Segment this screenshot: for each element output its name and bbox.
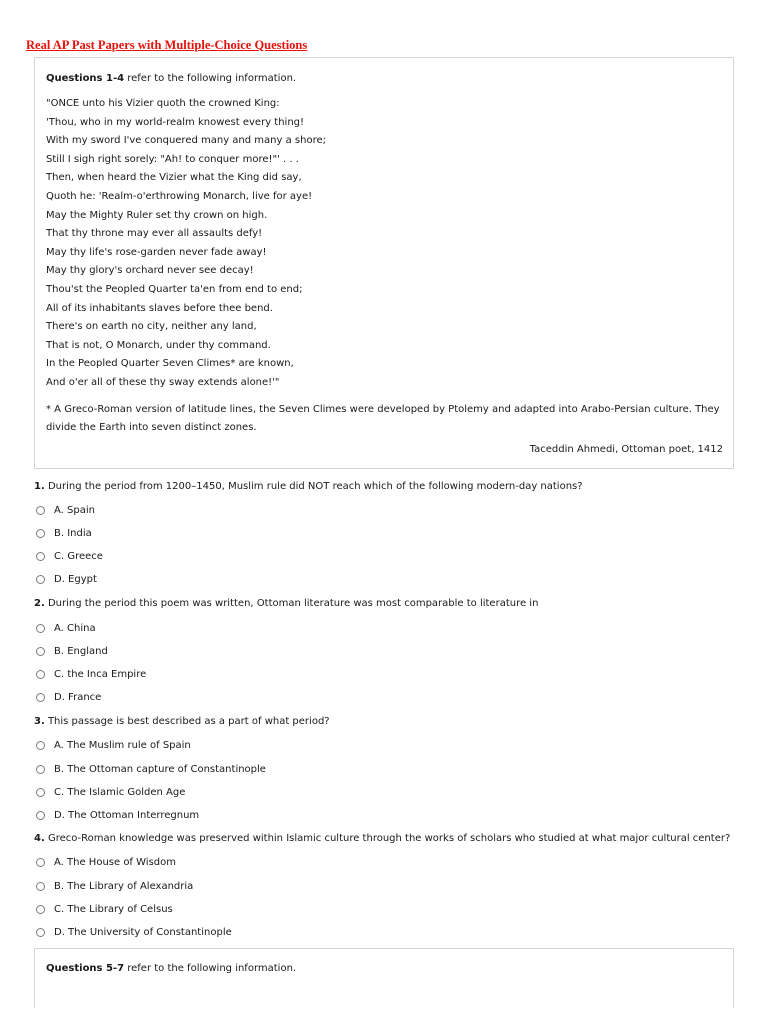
radio-button[interactable] xyxy=(36,858,45,867)
question-number: 1. xyxy=(34,481,45,492)
question-1 xyxy=(34,481,583,492)
poem-line: That is not, O Monarch, under thy command. xyxy=(46,339,271,351)
option-label: A. Spain xyxy=(54,504,95,516)
option-label: C. The Islamic Golden Age xyxy=(54,786,186,798)
question-range: Questions 5-7 xyxy=(46,963,125,974)
question-2 xyxy=(34,598,538,609)
footnote: * A Greco-Roman version of latitude lines, the Seven Climes were developed by Ptolemy and adapted into Arabo-Persian culture. They divide the Earth into seven distinct zones. xyxy=(46,404,720,433)
radio-button[interactable] xyxy=(36,693,45,702)
option-label: B. India xyxy=(54,527,92,539)
option-2a[interactable] xyxy=(36,621,96,635)
radio-button[interactable] xyxy=(36,529,45,538)
passage-box-2 xyxy=(34,948,734,1008)
poem-line: Then, when heard the Vizier what the King did say, xyxy=(46,172,302,184)
radio-button[interactable] xyxy=(36,811,45,820)
option-label: B. The Library of Alexandria xyxy=(54,880,194,892)
option-label: D. France xyxy=(54,691,102,703)
intro-text: refer to the following information. xyxy=(124,963,297,974)
question-text: During the period this poem was written, Ottoman literature was most comparable to literature in xyxy=(44,598,539,609)
passage-intro xyxy=(46,73,296,84)
poem-line: There's on earth no city, neither any land, xyxy=(46,321,257,333)
poem-line: Still I sigh right sorely: "Ah! to conquer more!"' . . . xyxy=(46,153,299,165)
option-label: D. Egypt xyxy=(54,573,97,585)
poem-line: Quoth he: 'Realm-o'erthrowing Monarch, live for aye! xyxy=(46,190,313,202)
option-3a[interactable] xyxy=(36,738,191,752)
question-range: Questions 1-4 xyxy=(46,73,125,84)
question-text: During the period from 1200–1450, Muslim rule did NOT reach which of the following modern-day nations? xyxy=(44,481,583,492)
poem-line: May thy life's rose-garden never fade away! xyxy=(46,246,267,258)
radio-button[interactable] xyxy=(36,670,45,679)
poem xyxy=(46,97,326,395)
radio-button[interactable] xyxy=(36,905,45,914)
poem-line: May thy glory's orchard never see decay! xyxy=(46,265,254,277)
option-label: D. The Ottoman Interregnum xyxy=(54,809,200,821)
question-number: 2. xyxy=(34,598,45,609)
option-label: B. The Ottoman capture of Constantinople xyxy=(54,763,266,775)
option-4d[interactable] xyxy=(36,925,232,939)
option-label: B. England xyxy=(54,645,108,657)
passage-box xyxy=(34,57,734,469)
option-label: C. Greece xyxy=(54,550,103,562)
option-3d[interactable] xyxy=(36,808,199,822)
intro-text: refer to the following information. xyxy=(124,73,297,84)
option-4a[interactable] xyxy=(36,855,176,869)
option-3c[interactable] xyxy=(36,785,185,799)
option-1b[interactable] xyxy=(36,526,92,540)
question-number: 3. xyxy=(34,716,45,727)
poem-line: In the Peopled Quarter Seven Climes* are known, xyxy=(46,358,294,370)
question-number: 4. xyxy=(34,833,45,844)
question-text: Greco-Roman knowledge was preserved within Islamic culture through the works of scholars who studied at what major cultural center? xyxy=(44,833,731,844)
radio-button[interactable] xyxy=(36,741,45,750)
option-label: A. The Muslim rule of Spain xyxy=(54,739,191,751)
option-2c[interactable] xyxy=(36,667,146,681)
option-2b[interactable] xyxy=(36,644,108,658)
poem-line: And o'er all of these thy sway extends alone!'" xyxy=(46,376,280,388)
radio-button[interactable] xyxy=(36,624,45,633)
question-4 xyxy=(34,833,730,844)
poem-line: "ONCE unto his Vizier quoth the crowned King: xyxy=(46,98,280,109)
radio-button[interactable] xyxy=(36,575,45,584)
attribution: Taceddin Ahmedi, Ottoman poet, 1412 xyxy=(529,444,723,455)
poem-line: 'Thou, who in my world-realm knowest every thing! xyxy=(46,116,305,128)
question-3 xyxy=(34,716,330,727)
poem-line: Thou'st the Peopled Quarter ta'en from end to end; xyxy=(46,283,303,295)
option-label: C. the Inca Empire xyxy=(54,668,147,680)
option-label: A. The House of Wisdom xyxy=(54,856,176,868)
radio-button[interactable] xyxy=(36,506,45,515)
option-1c[interactable] xyxy=(36,549,103,563)
radio-button[interactable] xyxy=(36,765,45,774)
poem-line: May the Mighty Ruler set thy crown on high. xyxy=(46,209,268,221)
poem-line: All of its inhabitants slaves before thee bend. xyxy=(46,302,273,314)
option-label: A. China xyxy=(54,622,96,634)
option-4c[interactable] xyxy=(36,902,173,916)
radio-button[interactable] xyxy=(36,788,45,797)
option-1d[interactable] xyxy=(36,572,97,586)
question-text: This passage is best described as a part of what period? xyxy=(44,716,330,727)
option-2d[interactable] xyxy=(36,690,101,704)
passage-intro xyxy=(46,963,296,974)
option-4b[interactable] xyxy=(36,879,193,893)
poem-line: With my sword I've conquered many and many a shore; xyxy=(46,135,326,147)
radio-button[interactable] xyxy=(36,647,45,656)
option-1a[interactable] xyxy=(36,503,95,517)
option-label: D. The University of Constantinople xyxy=(54,926,232,938)
option-3b[interactable] xyxy=(36,762,266,776)
poem-line: That thy throne may ever all assaults defy! xyxy=(46,228,263,240)
page-title[interactable]: Real AP Past Papers with Multiple-Choice Questions xyxy=(26,38,308,52)
radio-button[interactable] xyxy=(36,552,45,561)
option-label: C. The Library of Celsus xyxy=(54,903,173,915)
radio-button[interactable] xyxy=(36,928,45,937)
radio-button[interactable] xyxy=(36,882,45,891)
